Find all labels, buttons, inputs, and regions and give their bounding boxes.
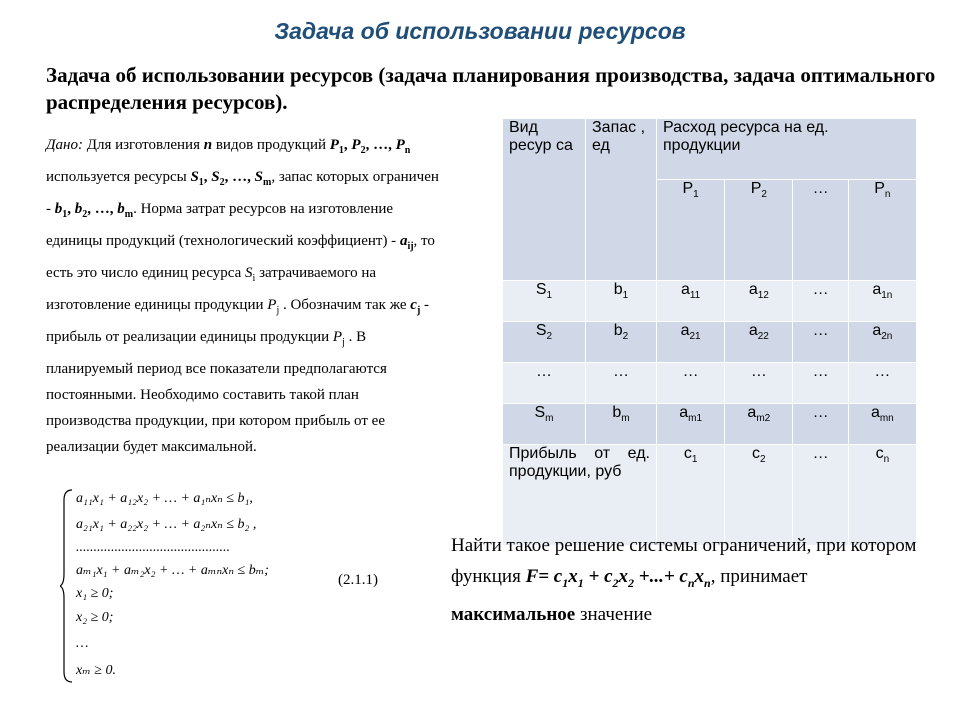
rate-cell: …: [657, 363, 725, 404]
resource-cell: …: [503, 363, 586, 404]
rate-cell: …: [793, 281, 848, 322]
profit-label: Прибыль от ед. продукции, руб: [503, 445, 657, 546]
header-stock: Запас , ед: [586, 119, 657, 281]
constraint-row-2: a₂₁x₁ + a₂₂x₂ + … + a₂ₙxₙ ≤ b₂ ,: [76, 517, 257, 532]
resource-cell: $S_m$: [503, 404, 586, 445]
header-consumption: Расход ресурса на ед. продукции: [657, 119, 917, 180]
task-statement: Найти такое решение системы ограничений, при котором функция $F= c_1x_1 + c_2x_2$ +...+ $c_nx_n$, принимает максимальное значение: [451, 535, 917, 625]
rate-cell: $a_{m1}$: [657, 404, 725, 445]
profit-cell: …: [793, 445, 848, 546]
rate-cell: $a_{m2}$: [725, 404, 793, 445]
nonneg-row-2: x₂ ≥ 0;: [76, 610, 114, 625]
profit-cell: $c_1$: [657, 445, 725, 546]
stock-cell: $b_1$: [586, 281, 657, 322]
header-product: $P_2$: [725, 180, 793, 281]
rate-cell: $a_{mn}$: [848, 404, 916, 445]
rate-cell: $a_{22}$: [725, 322, 793, 363]
header-product: …: [793, 180, 848, 281]
header-resource-kind: Вид ресур са: [503, 119, 586, 281]
equation-label: (2.1.1): [338, 572, 378, 588]
rate-cell: …: [725, 363, 793, 404]
rate-cell: …: [793, 363, 848, 404]
slide-title: Задача об использовании ресурсов: [274, 18, 686, 44]
left-brace-icon: [60, 486, 76, 686]
profit-cell: $c_n$: [848, 445, 916, 546]
header-product: $P_1$: [657, 180, 725, 281]
rate-cell: $a_{12}$: [725, 281, 793, 322]
rate-cell: …: [848, 363, 916, 404]
stock-cell: $b_m$: [586, 404, 657, 445]
constraint-row-m: aₘ₁x₁ + aₘ₂x₂ + … + aₘₙxₙ ≤ bₘ;: [76, 563, 269, 578]
resource-cell: $S_2$: [503, 322, 586, 363]
page-heading: Задача об использовании ресурсов (задача планирования производства, задача оптимального распределения ресурсов).: [46, 63, 936, 114]
nonneg-row-m: xₘ ≥ 0.: [76, 663, 116, 678]
rate-cell: $a_{1n}$: [848, 281, 916, 322]
resource-table: [502, 118, 917, 546]
nonneg-row-ellipsis: …: [76, 636, 89, 651]
nonneg-row-1: x₁ ≥ 0;: [76, 586, 114, 601]
header-product: $P_n$: [848, 180, 916, 281]
table-row: [503, 363, 917, 404]
rate-cell: $a_{21}$: [657, 322, 725, 363]
rate-cell: $a_{2n}$: [848, 322, 916, 363]
constraint-row-ellipsis: ............................................: [76, 540, 230, 555]
profit-cell: $c_2$: [725, 445, 793, 546]
rate-cell: $a_{11}$: [657, 281, 725, 322]
resource-cell: $S_1$: [503, 281, 586, 322]
rate-cell: …: [793, 404, 848, 445]
stock-cell: $b_2$: [586, 322, 657, 363]
table-row: [503, 404, 917, 445]
constraint-row-1: a₁₁x₁ + a₁₂x₂ + … + a₁ₙxₙ ≤ b₁,: [76, 491, 253, 506]
given-paragraph: Дано: Для изготовления n видов продукций $P_1$, $P_2$, …, $P_n$ используется ресурсы $S_1$, $S_2$, …, $S_m$, запас которых ограничен - $b_1$, $b_2$, …, $b_m$. Норма затрат ресурсов на изготовление единицы продукций (технологический коэффициент) - $a_{ij}$, то есть это число единиц ресурса $S_i$ затрачиваемого на изготовление единицы продукции $P_j$ . Обозначим так же $c_j$ - прибыль от реализации единицы продукции $P_j$ . В планируемый период все показатели предполагаются постоянными. Необходимо составить такой план производства продукции, при котором прибыль от ее реализации будет максимальной.: [46, 137, 439, 455]
table-row: [503, 281, 917, 322]
stock-cell: …: [586, 363, 657, 404]
table-row: [503, 322, 917, 363]
constraint-system: [60, 486, 360, 686]
rate-cell: …: [793, 322, 848, 363]
